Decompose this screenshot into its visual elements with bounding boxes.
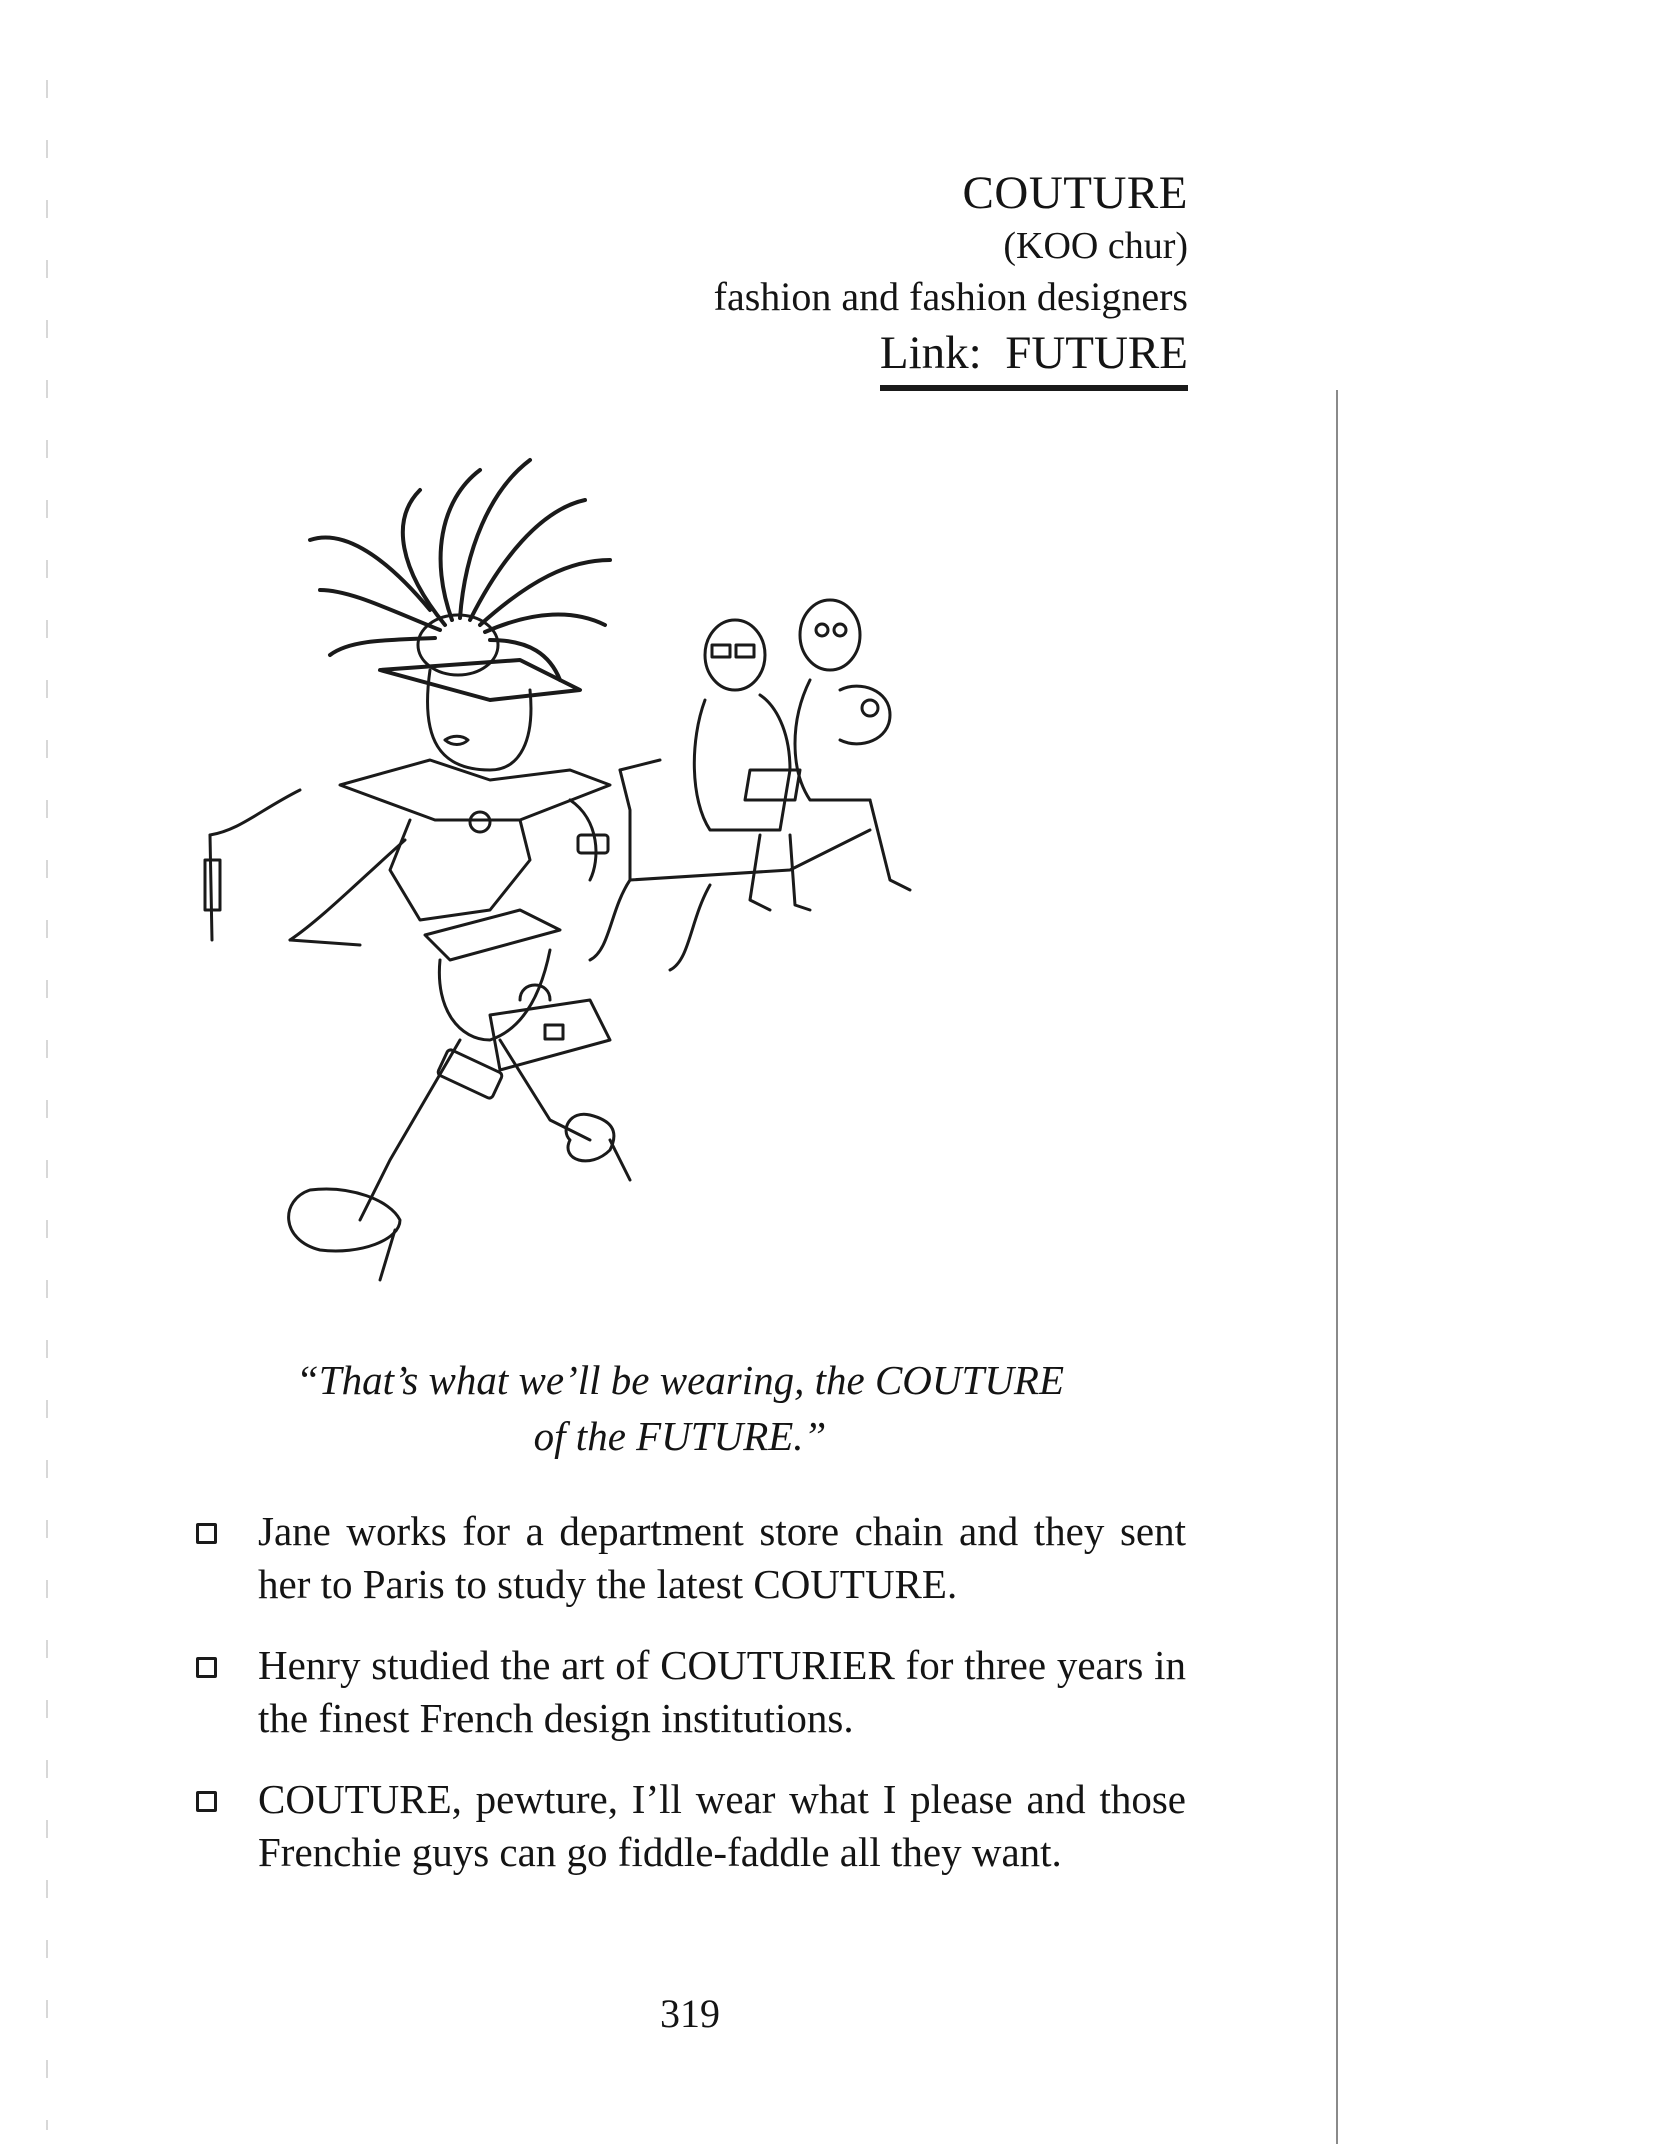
caption-line-2: of the FUTURE.” [533,1413,827,1459]
link-line [880,323,1188,391]
headword: COUTURE [962,167,1188,219]
caption-line-1: “That’s what we’ll be wearing, the COUTURE [295,1357,1065,1403]
checkbox-bullet-icon [196,1523,217,1544]
scan-edge-left [46,80,48,2130]
hair-spikes-icon [310,460,610,680]
example-text: COUTURE, pewture, I’ll wear what I please and those Frenchie guys can go fiddle-faddle all they want. [258,1776,1186,1875]
cartoon-illustration-icon [190,440,1190,1340]
example-text: Jane works for a department store chain and they sent her to Paris to study the latest COUTURE. [258,1508,1186,1607]
list-item [192,1773,1186,1879]
example-text: Henry studied the art of COUTURIER for three years in the finest French design institutions. [258,1642,1186,1741]
page-number: 319 [660,1991,720,2036]
checkbox-bullet-icon [196,1791,217,1812]
entry-header [714,165,1188,391]
pronunciation: (KOO chur) [1003,225,1188,267]
checkbox-bullet-icon [196,1657,217,1678]
handbag-icon [490,985,610,1070]
list-item [192,1639,1186,1745]
legs-shoes-icon [289,1040,630,1280]
link-label: Link: [879,327,982,379]
bench-people-icon [590,600,910,970]
list-item [192,1505,1186,1611]
scan-edge-right [1336,390,1338,2144]
illustration-caption [230,1352,1130,1464]
link-word: FUTURE [1005,327,1188,379]
definition: fashion and fashion designers [713,274,1188,319]
example-sentences [192,1505,1186,1907]
